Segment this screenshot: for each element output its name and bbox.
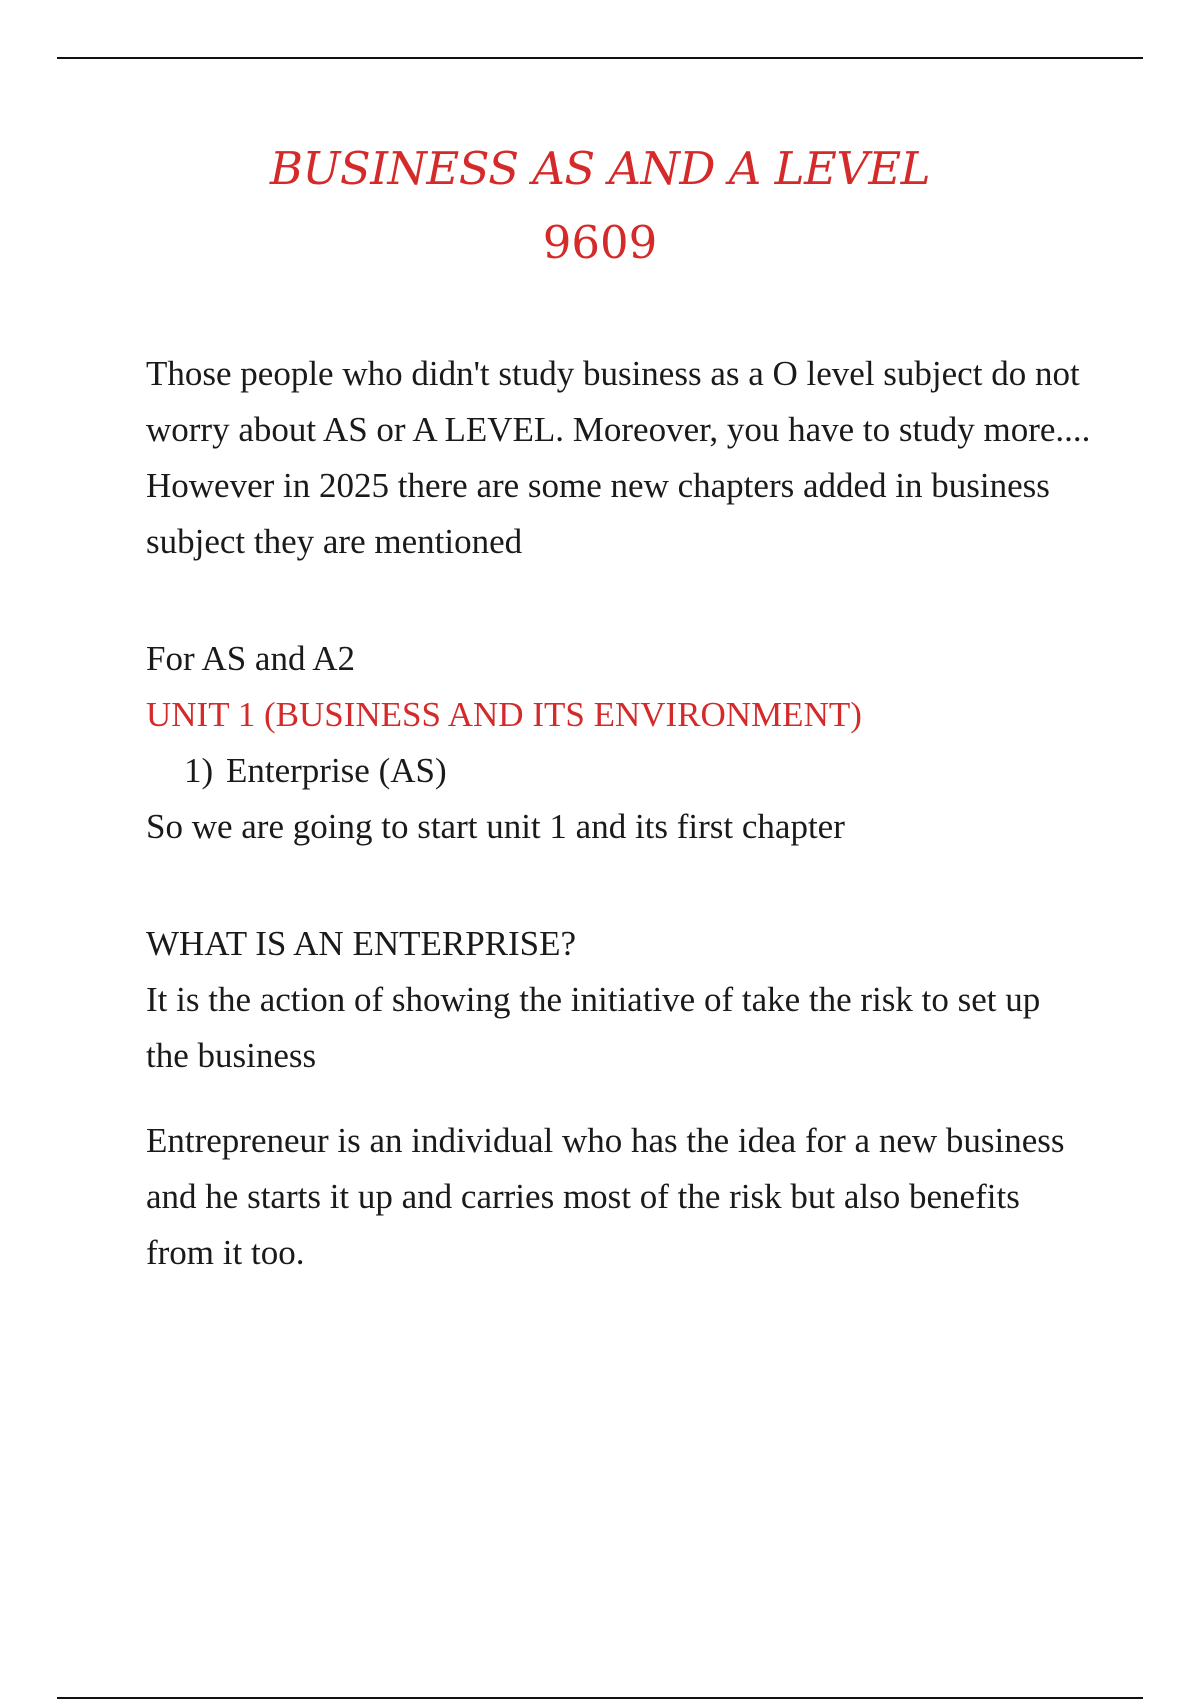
list-item: [146, 743, 1091, 799]
list-item-text: Enterprise (AS): [226, 751, 447, 790]
course-code: 9609: [542, 216, 658, 269]
scope-line: For AS and A2: [146, 639, 356, 678]
entrepreneur-paragraph: Entrepreneur is an individual who has the idea for a new business and he starts it up and carries most of the risk but also benefits from it too.: [146, 1121, 1065, 1272]
definition-paragraph: It is the action of showing the initiative of take the risk to set up the business: [146, 980, 1041, 1075]
document-body: [146, 346, 1091, 1281]
list-item-number: 1): [184, 751, 214, 790]
question-heading: WHAT IS AN ENTERPRISE?: [146, 924, 577, 963]
unit-heading: UNIT 1 (BUSINESS AND ITS ENVIRONMENT): [146, 695, 862, 734]
start-note: So we are going to start unit 1 and its first chapter: [146, 807, 845, 846]
bottom-rule: [57, 1697, 1143, 1699]
intro-paragraph: Those people who didn't study business as a O level subject do not worry about AS or A LEVEL. Moreover, you have to study more.... However in 2025 there are some new chapters added in business subject they are mentioned: [146, 354, 1091, 561]
document-title: BUSINESS AS AND A LEVEL: [269, 142, 931, 195]
top-rule: [57, 57, 1143, 59]
